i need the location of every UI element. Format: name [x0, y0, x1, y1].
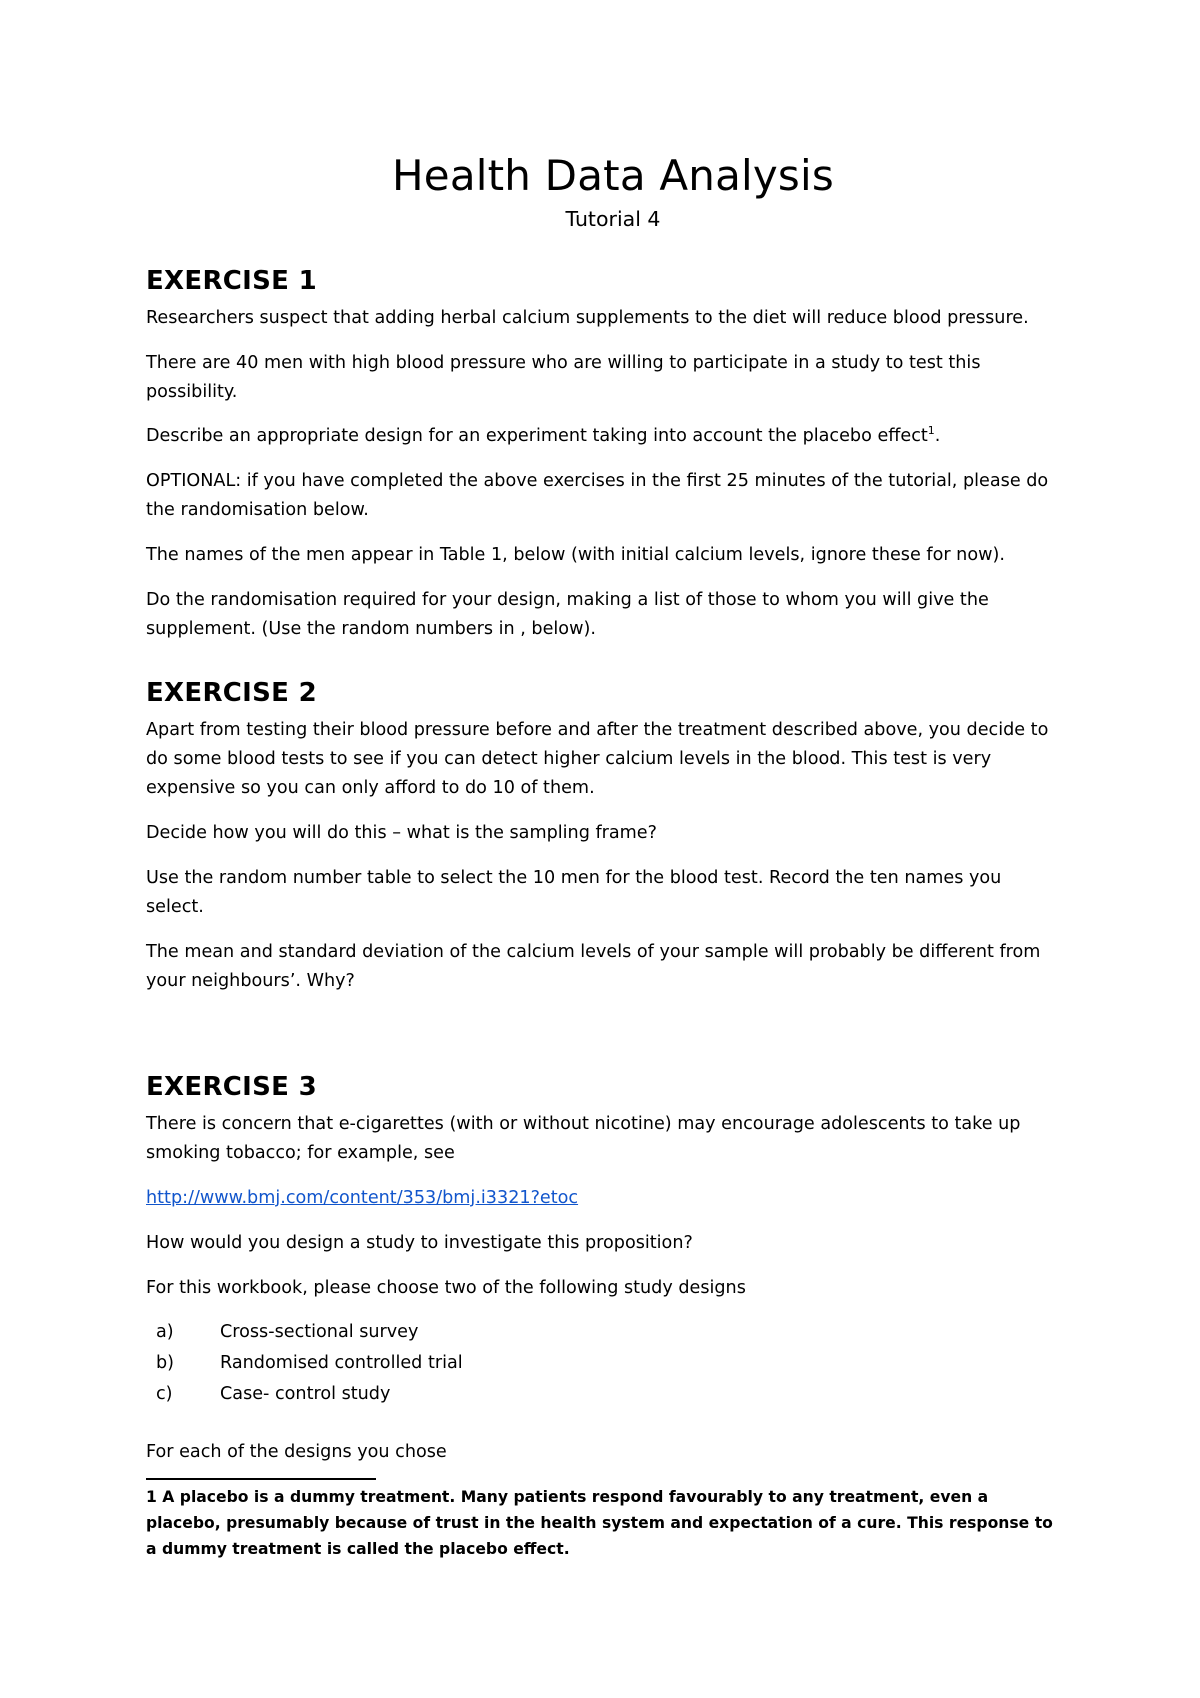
exercise-1-paragraph-6: Do the randomisation required for your design, making a list of those to whom you will give the supplement. (Use the random numbers in , below).: [146, 590, 989, 639]
option-label: Case- control study: [220, 1384, 391, 1404]
footnote-text: 1 A placebo is a dummy treatment. Many patients respond favourably to any treatment, even a placebo, presumably because of trust in the health system and expectation of a cure. This response to a dummy treatment is called the placebo effect.: [146, 1488, 1053, 1558]
document-title: Health Data Analysis: [392, 151, 834, 200]
exercise-3-paragraph-1: There is concern that e-cigarettes (with or without nicotine) may encourage adolescents to take up smoking tobacco; for example, see: [146, 1114, 1021, 1163]
study-design-option-c: [146, 1379, 1080, 1410]
exercise-2-paragraph-2: Decide how you will do this – what is the sampling frame?: [146, 823, 657, 843]
exercise-1-paragraph-3-end: .: [934, 426, 941, 446]
exercise-3-paragraph-2: How would you design a study to investigate this proposition?: [146, 1233, 693, 1253]
exercise-1-heading: EXERCISE 1: [146, 266, 317, 296]
option-marker: a): [156, 1322, 174, 1342]
option-marker: c): [156, 1384, 173, 1404]
footnote-separator: [146, 1478, 376, 1480]
footnote-reference[interactable]: 1: [927, 424, 935, 438]
bmj-article-link[interactable]: http://www.bmj.com/content/353/bmj.i3321?etoc: [146, 1188, 579, 1208]
exercise-1-paragraph-3: [146, 422, 1080, 451]
exercise-3-paragraph-3: For this workbook, please choose two of the following study designs: [146, 1278, 746, 1298]
option-label: Cross-sectional survey: [220, 1322, 419, 1342]
document-subtitle: Tutorial 4: [565, 207, 661, 231]
exercise-1-paragraph-3-text: Describe an appropriate design for an experiment taking into account the placebo effect: [146, 426, 928, 446]
study-design-options: [146, 1317, 1080, 1410]
exercise-3-paragraph-4: For each of the designs you chose: [146, 1442, 447, 1462]
study-design-option-b: [146, 1348, 1080, 1379]
option-marker: b): [156, 1353, 175, 1373]
exercise-2-heading: EXERCISE 2: [146, 678, 317, 708]
exercise-1-paragraph-5: The names of the men appear in Table 1, below (with initial calcium levels, ignore these for now).: [146, 545, 1005, 565]
exercise-1-paragraph-4: OPTIONAL: if you have completed the above exercises in the first 25 minutes of the tutorial, please do the randomisation below.: [146, 471, 1049, 520]
option-label: Randomised controlled trial: [220, 1353, 463, 1373]
exercise-2-paragraph-1: Apart from testing their blood pressure before and after the treatment described above, you decide to do some blood tests to see if you can detect higher calcium levels in the blood. This test is very expensive so you can only afford to do 10 of them.: [146, 720, 1049, 798]
exercise-1-paragraph-1: Researchers suspect that adding herbal calcium supplements to the diet will reduce blood pressure.: [146, 308, 1029, 328]
study-design-option-a: [146, 1317, 1080, 1348]
exercise-2-paragraph-3: Use the random number table to select the 10 men for the blood test. Record the ten names you select.: [146, 868, 1002, 917]
exercise-3-heading: EXERCISE 3: [146, 1072, 317, 1102]
exercise-2-paragraph-4: The mean and standard deviation of the calcium levels of your sample will probably be different from your neighbours’. Why?: [146, 942, 1041, 991]
exercise-3-link-paragraph: [146, 1184, 1080, 1213]
exercise-1-paragraph-2: There are 40 men with high blood pressure who are willing to participate in a study to test this possibility.: [146, 353, 981, 402]
